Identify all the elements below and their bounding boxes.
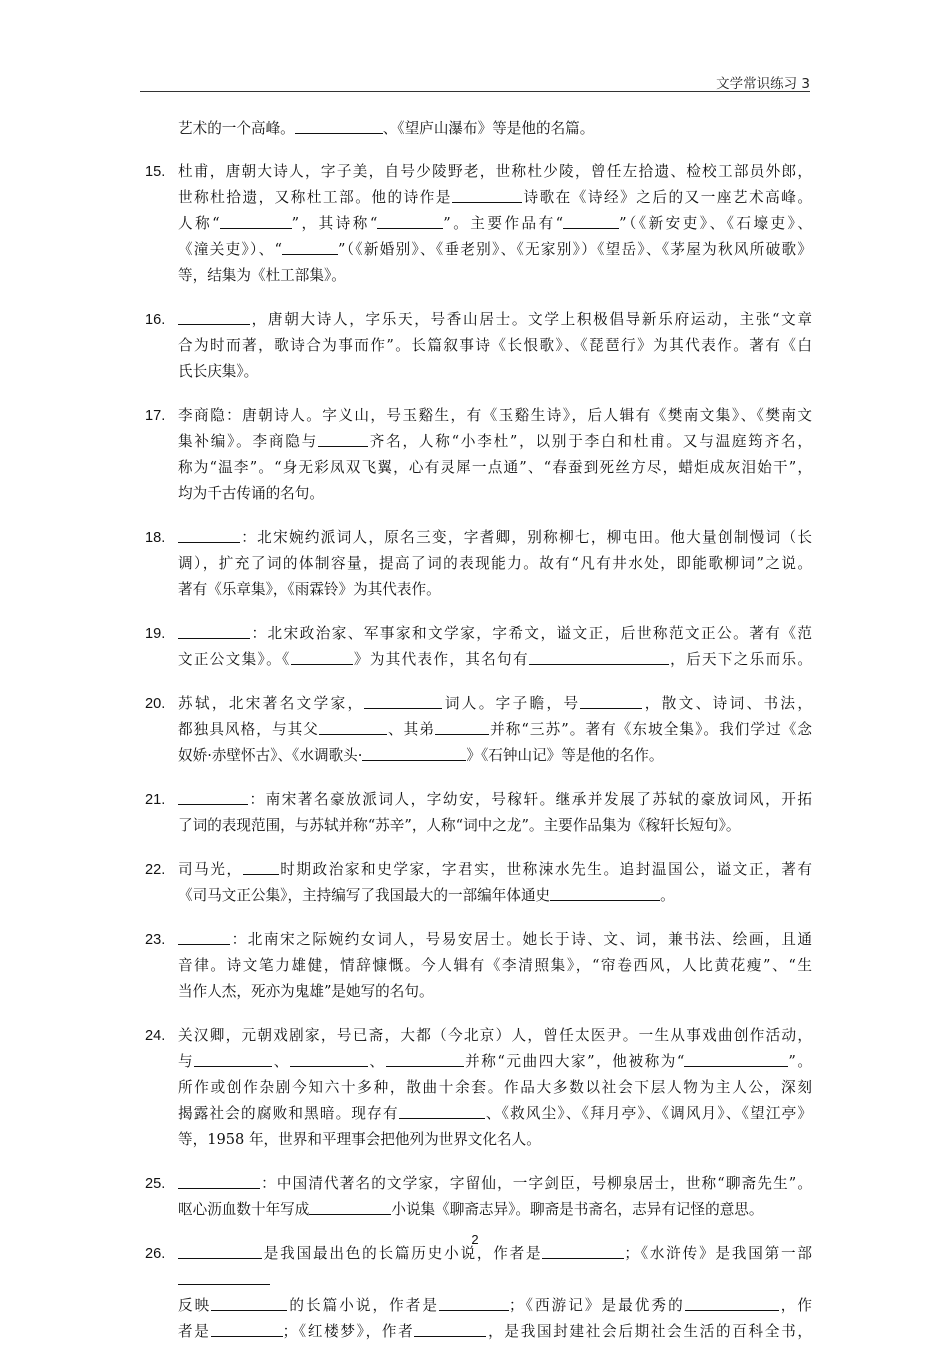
answer-blank[interactable] — [684, 1051, 788, 1067]
question-text: ，唐朝大诗人，字乐天，号香山居士。文学上积极倡导新乐府运动，主张“文章 — [250, 311, 812, 328]
question-text: ：北宋婉约派词人，原名三变，字耆卿，别称柳七，柳屯田。他大量创制慢词（长 — [240, 529, 812, 546]
page-header: 文学常识练习 3 — [716, 76, 810, 92]
answer-blank[interactable] — [194, 1051, 272, 1067]
question-20 — [140, 691, 812, 769]
question-number: 24. — [145, 1028, 166, 1044]
question-19 — [140, 621, 812, 673]
question-text: ，后天下之乐而乐。 — [668, 651, 812, 668]
question-text: 、 — [272, 1053, 290, 1070]
page-number: 2 — [471, 1232, 479, 1247]
answer-blank[interactable] — [318, 431, 368, 447]
question-24 — [140, 1023, 812, 1153]
answer-blank[interactable] — [319, 719, 387, 735]
question-text: 诗歌在《诗经》之后的又一座艺术高峰。 — [521, 189, 812, 206]
question-number: 18. — [145, 530, 166, 546]
answer-blank[interactable] — [291, 649, 353, 665]
question-text: ”。 — [788, 1053, 812, 1070]
question-text: ：中国清代著名的文学家，字留仙，一字剑臣，号柳泉居士，世称“聊斋先生”。 — [260, 1175, 812, 1192]
answer-blank[interactable] — [580, 693, 642, 709]
question-18 — [140, 525, 812, 603]
question-number: 20. — [145, 696, 166, 712]
question-number: 26. — [145, 1246, 166, 1262]
question-23 — [140, 927, 812, 1005]
question-text: 著有《乐章集》，《雨霖铃》为其代表作。 — [178, 581, 441, 598]
question-text: 》《石钟山记》等是他的名作。 — [466, 747, 664, 764]
question-text: 并称“元曲四大家”，他被称为“ — [463, 1053, 685, 1070]
question-text: 小说集《聊斋志异》。聊斋是书斋名，志异有记怪的意思。 — [391, 1201, 764, 1218]
question-number: 17. — [145, 408, 166, 424]
question-text: 均为千古传诵的名句。 — [178, 485, 324, 502]
question-text: 时期政治家和史学家，字君实，世称涑水先生。追封温国公，谥文正，著有 — [278, 861, 812, 878]
question-text: 反映 — [178, 1297, 212, 1314]
question-26 — [140, 1241, 812, 1345]
answer-blank[interactable] — [452, 187, 522, 203]
question-text: 《司马文正公集》，主持编写了我国最大的一部编年体通史 — [178, 887, 551, 904]
question-text: 、《救风尘》、《拜月亭》、《调风月》、《望江亭》 — [484, 1105, 812, 1122]
answer-blank[interactable] — [377, 213, 443, 229]
question-text: 都独具风格，与其父 — [178, 721, 319, 738]
answer-blank[interactable] — [362, 745, 466, 761]
question-text: ，是我国封建社会后期社会生活的百科全书， — [486, 1323, 812, 1340]
question-number: 22. — [145, 862, 166, 878]
question-text: 、其弟 — [386, 721, 436, 738]
question-text: ”（《新安吏》、《石壕吏》、 — [619, 215, 812, 232]
question-text: 等，1958 年，世界和平理事会把他列为世界文化名人。 — [178, 1131, 541, 1148]
answer-blank[interactable] — [364, 693, 442, 709]
question-number: 21. — [145, 792, 166, 808]
question-text: 》为其代表作，其名句有 — [352, 651, 529, 668]
answer-blank[interactable] — [529, 649, 669, 665]
question-text: 杜甫，唐朝大诗人，字子美，自号少陵野老，世称杜少陵，曾任左拾遗、检校工部员外郎， — [178, 163, 812, 180]
question-text: 文正公文集》。《 — [178, 651, 291, 668]
question-text: 音律。诗文笔力雄健，情辞慷慨。今人辑有《李清照集》，“帘卷西风，人比黄花瘦”、“生 — [178, 957, 812, 974]
question-25 — [140, 1171, 812, 1223]
question-text: 等，结集为《杜工部集》。 — [178, 267, 346, 284]
question-text: 关汉卿，元朝戏剧家，号已斋，大都（今北京）人，曾任太医尹。一生从事戏曲创作活动， — [178, 1027, 812, 1044]
question-text: 氏长庆集》。 — [178, 363, 259, 380]
question-text: ：南宋著名豪放派词人，字幼安，号稼轩。继承并发展了苏轼的豪放词风，开拓 — [248, 791, 812, 808]
question-text: 所作或创作杂剧今知六十多种，散曲十余套。作品大多数以社会下层人物为主人公，深刻 — [178, 1079, 812, 1096]
question-17 — [140, 403, 812, 507]
question-number: 25. — [145, 1176, 166, 1192]
answer-blank[interactable] — [685, 1295, 779, 1311]
answer-blank[interactable] — [178, 1173, 260, 1189]
question-text: ”（《新婚别》、《垂老别》、《无家别》）《望岳》、《茅屋为秋风所破歌》 — [337, 241, 812, 258]
question-text: 奴娇·赤壁怀古》、《水调歌头· — [178, 747, 363, 764]
question-text: 人称“ — [178, 215, 220, 232]
question-text: 者是 — [178, 1323, 211, 1340]
answer-blank[interactable] — [290, 1051, 368, 1067]
answer-blank[interactable] — [399, 1103, 485, 1119]
question-text: 是我国最出色的长篇历史小说，作者是 — [262, 1245, 543, 1262]
continued-text — [140, 116, 812, 142]
question-text: ：北南宋之际婉约女词人，号易安居士。她长于诗、文、词，兼书法、绘画，且通 — [230, 931, 812, 948]
exercise-content — [140, 116, 812, 1363]
question-number: 16. — [145, 312, 166, 328]
question-text: 合为时而著，歌诗合为事而作”。长篇叙事诗《长恨歌》、《琵琶行》为其代表作。著有《白 — [178, 337, 812, 354]
question-text: ，散文、诗词、书法， — [642, 695, 812, 712]
question-text: 司马光， — [178, 861, 243, 878]
question-text: ”，其诗称“ — [291, 215, 378, 232]
answer-blank[interactable] — [435, 719, 489, 735]
question-text: ；《西游记》是最优秀的 — [509, 1297, 685, 1314]
question-text: 世称杜拾遗，又称杜工部。他的诗作是 — [178, 189, 452, 206]
answer-blank[interactable] — [295, 118, 383, 134]
answer-blank[interactable] — [178, 1269, 270, 1285]
question-22 — [140, 857, 812, 909]
answer-blank[interactable] — [414, 1321, 486, 1337]
question-text: 并称“三苏”。著有《东坡全集》。我们学过《念 — [489, 721, 812, 738]
intro-text: 艺术的一个高峰。 — [178, 120, 295, 137]
answer-blank[interactable] — [309, 1199, 391, 1215]
answer-blank[interactable] — [386, 1051, 464, 1067]
question-21 — [140, 787, 812, 839]
answer-blank[interactable] — [178, 309, 250, 325]
question-number: 19. — [145, 626, 166, 642]
question-text: 李商隐：唐朝诗人。字义山，号玉谿生，有《玉谿生诗》，后人辑有《樊南文集》、《樊南文 — [178, 407, 812, 424]
question-number: 15. — [145, 164, 166, 180]
question-15 — [140, 159, 812, 289]
question-text: ”。主要作品有“ — [443, 215, 564, 232]
question-text: 苏轼，北宋著名文学家， — [178, 695, 365, 712]
answer-blank[interactable] — [220, 213, 292, 229]
question-text: 集补编》。李商隐与 — [178, 433, 318, 450]
question-number: 23. — [145, 932, 166, 948]
question-text: ：北宋政治家、军事家和文学家，字希文，谥文正，后世称范文正公。著有《范 — [250, 625, 812, 642]
question-text: 与 — [178, 1053, 195, 1070]
question-text: 词人。字子瞻，号 — [442, 695, 581, 712]
question-text: 调），扩充了词的体制容量，提高了词的表现能力。故有“凡有井水处，即能歌柳词”之说。 — [178, 555, 812, 572]
question-text: 、 — [367, 1053, 386, 1070]
question-text: 齐名，人称“小李杜”，以别于李白和杜甫。又与温庭筠齐名， — [368, 433, 812, 450]
question-text: 的长篇小说，作者是 — [287, 1297, 440, 1314]
answer-blank[interactable] — [178, 789, 248, 805]
answer-blank[interactable] — [282, 239, 338, 255]
question-text: 《潼关吏》）、“ — [178, 241, 282, 258]
intro-text: 、《望庐山瀑布》等是他的名篇。 — [382, 120, 595, 137]
question-text: ；《水浒传》是我国第一部 — [624, 1245, 812, 1262]
header-divider — [140, 91, 810, 92]
answer-blank[interactable] — [563, 213, 619, 229]
answer-blank[interactable] — [550, 885, 660, 901]
answer-blank[interactable] — [178, 929, 230, 945]
answer-blank[interactable] — [211, 1321, 283, 1337]
answer-blank[interactable] — [243, 859, 279, 875]
question-text: 揭露社会的腐败和黑暗。现存有 — [178, 1105, 399, 1122]
question-text: 称为“温李”。“身无彩凤双飞翼，心有灵犀一点通”、“春蚕到死丝方尽，蜡炬成灰泪始干”， — [178, 459, 812, 476]
question-text: ；《红楼梦》，作者 — [282, 1323, 415, 1340]
question-16 — [140, 307, 812, 385]
answer-blank[interactable] — [178, 623, 250, 639]
question-text: ，作 — [778, 1297, 812, 1314]
question-text: 当作人杰，死亦为鬼雄”是她写的名句。 — [178, 983, 434, 1000]
question-text: 。 — [660, 887, 675, 904]
answer-blank[interactable] — [211, 1295, 287, 1311]
question-text: 了词的表现范围，与苏轼并称“苏辛”，人称“词中之龙”。主要作品集为《稼轩长短句》。 — [178, 817, 741, 834]
answer-blank[interactable] — [439, 1295, 509, 1311]
question-text: 呕心沥血数十年写成 — [178, 1201, 310, 1218]
answer-blank[interactable] — [178, 527, 240, 543]
